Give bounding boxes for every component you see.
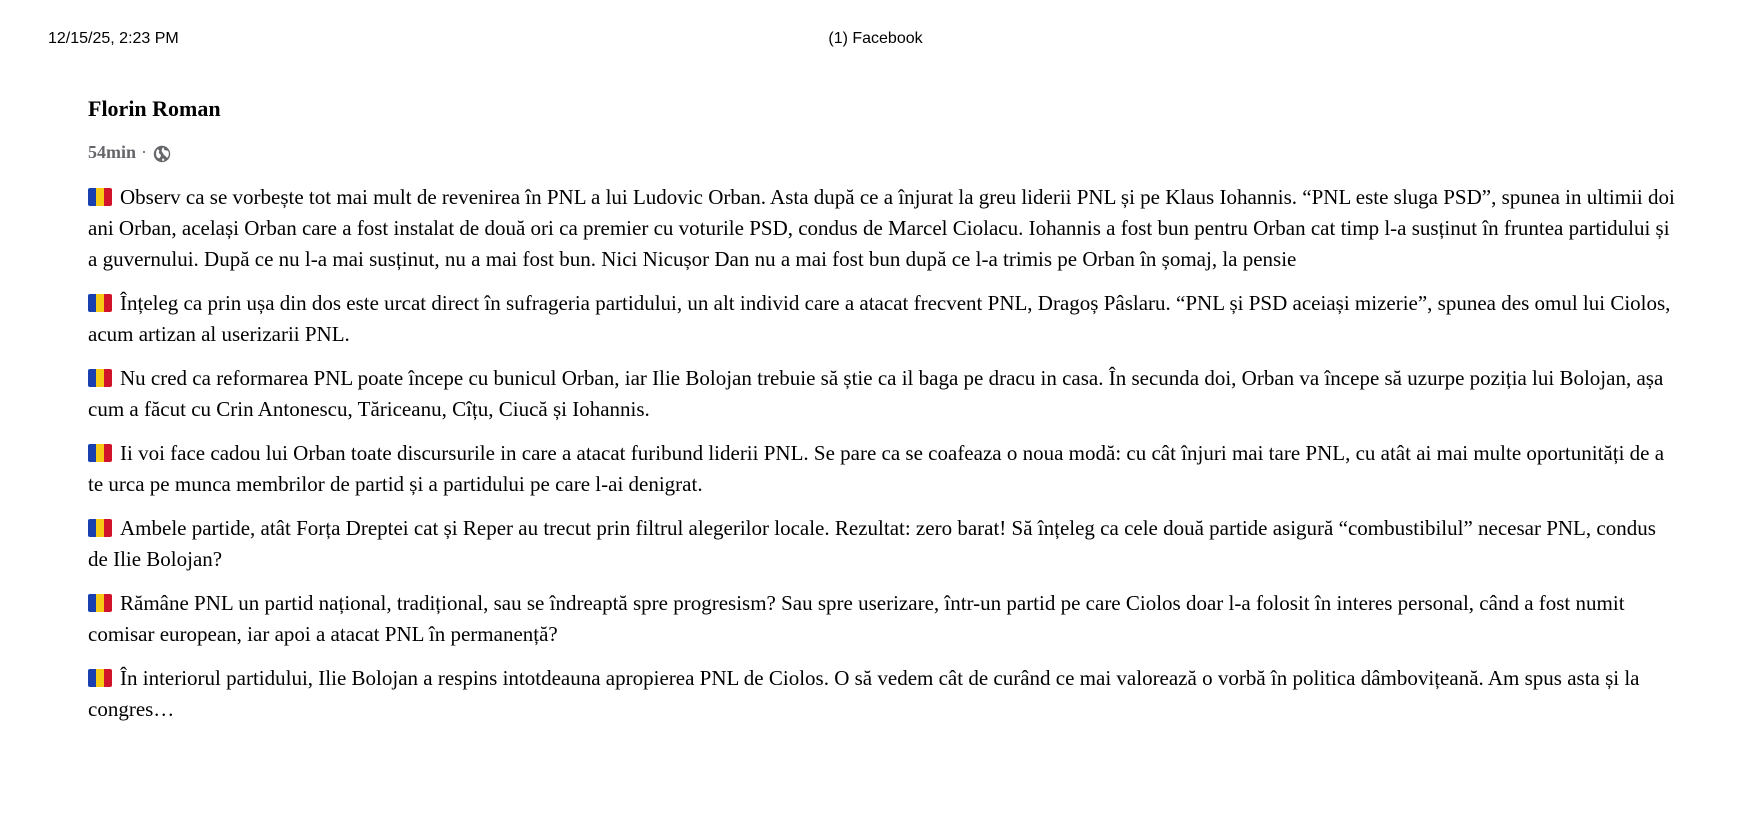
post-author-name[interactable]: Florin Roman <box>88 96 221 121</box>
flag-romania-icon <box>88 188 112 206</box>
flag-stripe-red <box>104 669 112 687</box>
paragraph-text: Nu cred ca reformarea PNL poate începe cu bunicul Orban, iar Ilie Bolojan trebuie să știe ca il baga pe dracu in casa. În secunda doi, Orban va începe să uzurpe poziția lui Bolojan, așa cum a făcut cu Crin Antonescu, Tăriceanu, Cîțu, Ciucă și Iohannis. <box>88 366 1664 421</box>
post-paragraph <box>88 663 1676 725</box>
flag-stripe-yellow <box>96 188 104 206</box>
print-datetime: 12/15/25, 2:23 PM <box>48 30 179 47</box>
flag-stripe-blue <box>88 444 96 462</box>
flag-romania-icon <box>88 369 112 387</box>
flag-romania-icon <box>88 519 112 537</box>
paragraph-text: Înțeleg ca prin ușa din dos este urcat direct în sufrageria partidului, un alt individ care a atacat frecvent PNL, Dragoș Pâslaru. “PNL și PSD aceiași mizerie”, spunea des omul lui Ciolos, acum artizan al userizarii PNL. <box>88 291 1671 346</box>
flag-stripe-red <box>104 444 112 462</box>
post-meta <box>88 141 1676 163</box>
paragraph-text: În interiorul partidului, Ilie Bolojan a respins intotdeauna apropierea PNL de Ciolos. O să vedem cât de curând ce mai valorează o vorbă în politica dâmbovițeană. Am spus asta și la congres… <box>88 666 1640 721</box>
meta-separator: · <box>141 141 148 162</box>
paragraph-text: Ii voi face cadou lui Orban toate discursurile in care a atacat furibund liderii PNL. Se pare ca se coafeaza o noua modă: cu cât înjuri mai tare PNL, cu atât ai mai multe oportunități de a te urca pe munca membrilor de partid și a partidului pe care l-ai denigrat. <box>88 441 1665 496</box>
post-paragraph <box>88 288 1676 350</box>
post-paragraph <box>88 438 1676 500</box>
print-header <box>48 30 1703 50</box>
globe-icon[interactable] <box>153 145 171 163</box>
flag-stripe-yellow <box>96 519 104 537</box>
post-body <box>88 182 1676 725</box>
flag-romania-icon <box>88 294 112 312</box>
print-page-title: (1) Facebook <box>828 30 923 47</box>
facebook-post <box>88 96 1676 738</box>
post-paragraph <box>88 363 1676 425</box>
flag-stripe-yellow <box>96 444 104 462</box>
flag-stripe-yellow <box>96 669 104 687</box>
post-paragraph <box>88 182 1676 275</box>
flag-romania-icon <box>88 594 112 612</box>
flag-stripe-blue <box>88 369 96 387</box>
flag-stripe-red <box>104 594 112 612</box>
post-paragraph <box>88 513 1676 575</box>
flag-stripe-blue <box>88 669 96 687</box>
flag-stripe-red <box>104 188 112 206</box>
flag-stripe-red <box>104 519 112 537</box>
post-timestamp[interactable]: 54min <box>88 141 137 162</box>
flag-stripe-yellow <box>96 294 104 312</box>
flag-stripe-blue <box>88 594 96 612</box>
flag-stripe-red <box>104 294 112 312</box>
flag-romania-icon <box>88 669 112 687</box>
flag-stripe-blue <box>88 294 96 312</box>
paragraph-text: Observ ca se vorbește tot mai mult de revenirea în PNL a lui Ludovic Orban. Asta după ce a înjurat la greu liderii PNL și pe Klaus Iohannis. “PNL este sluga PSD”, spunea in ultimii doi ani Orban, același Orban care a fost instalat de două ori ca premier cu voturile PSD, condus de Marcel Ciolacu. Iohannis a fost bun pentru Orban cat timp l-a susținut în fruntea partidului și a guvernului. După ce nu l-a mai susținut, nu a mai fost bun. Nici Nicușor Dan nu a mai fost bun după ce l-a trimis pe Orban în șomaj, la pensie <box>88 185 1675 271</box>
flag-stripe-red <box>104 369 112 387</box>
post-paragraph <box>88 588 1676 650</box>
flag-stripe-blue <box>88 188 96 206</box>
flag-stripe-blue <box>88 519 96 537</box>
flag-romania-icon <box>88 444 112 462</box>
paragraph-text: Ambele partide, atât Forța Dreptei cat și Reper au trecut prin filtrul alegerilor locale. Rezultat: zero barat! Să înțeleg ca cele două partide asigură “combustibilul” necesar PNL, condus de Ilie Bolojan? <box>88 516 1656 571</box>
paragraph-text: Rămâne PNL un partid național, tradițional, sau se îndreaptă spre progresism? Sau spre userizare, într-un partid pe care Ciolos doar l-a folosit în interes personal, când a fost numit comisar european, iar apoi a atacat PNL în permanență? <box>88 591 1625 646</box>
flag-stripe-yellow <box>96 594 104 612</box>
flag-stripe-yellow <box>96 369 104 387</box>
